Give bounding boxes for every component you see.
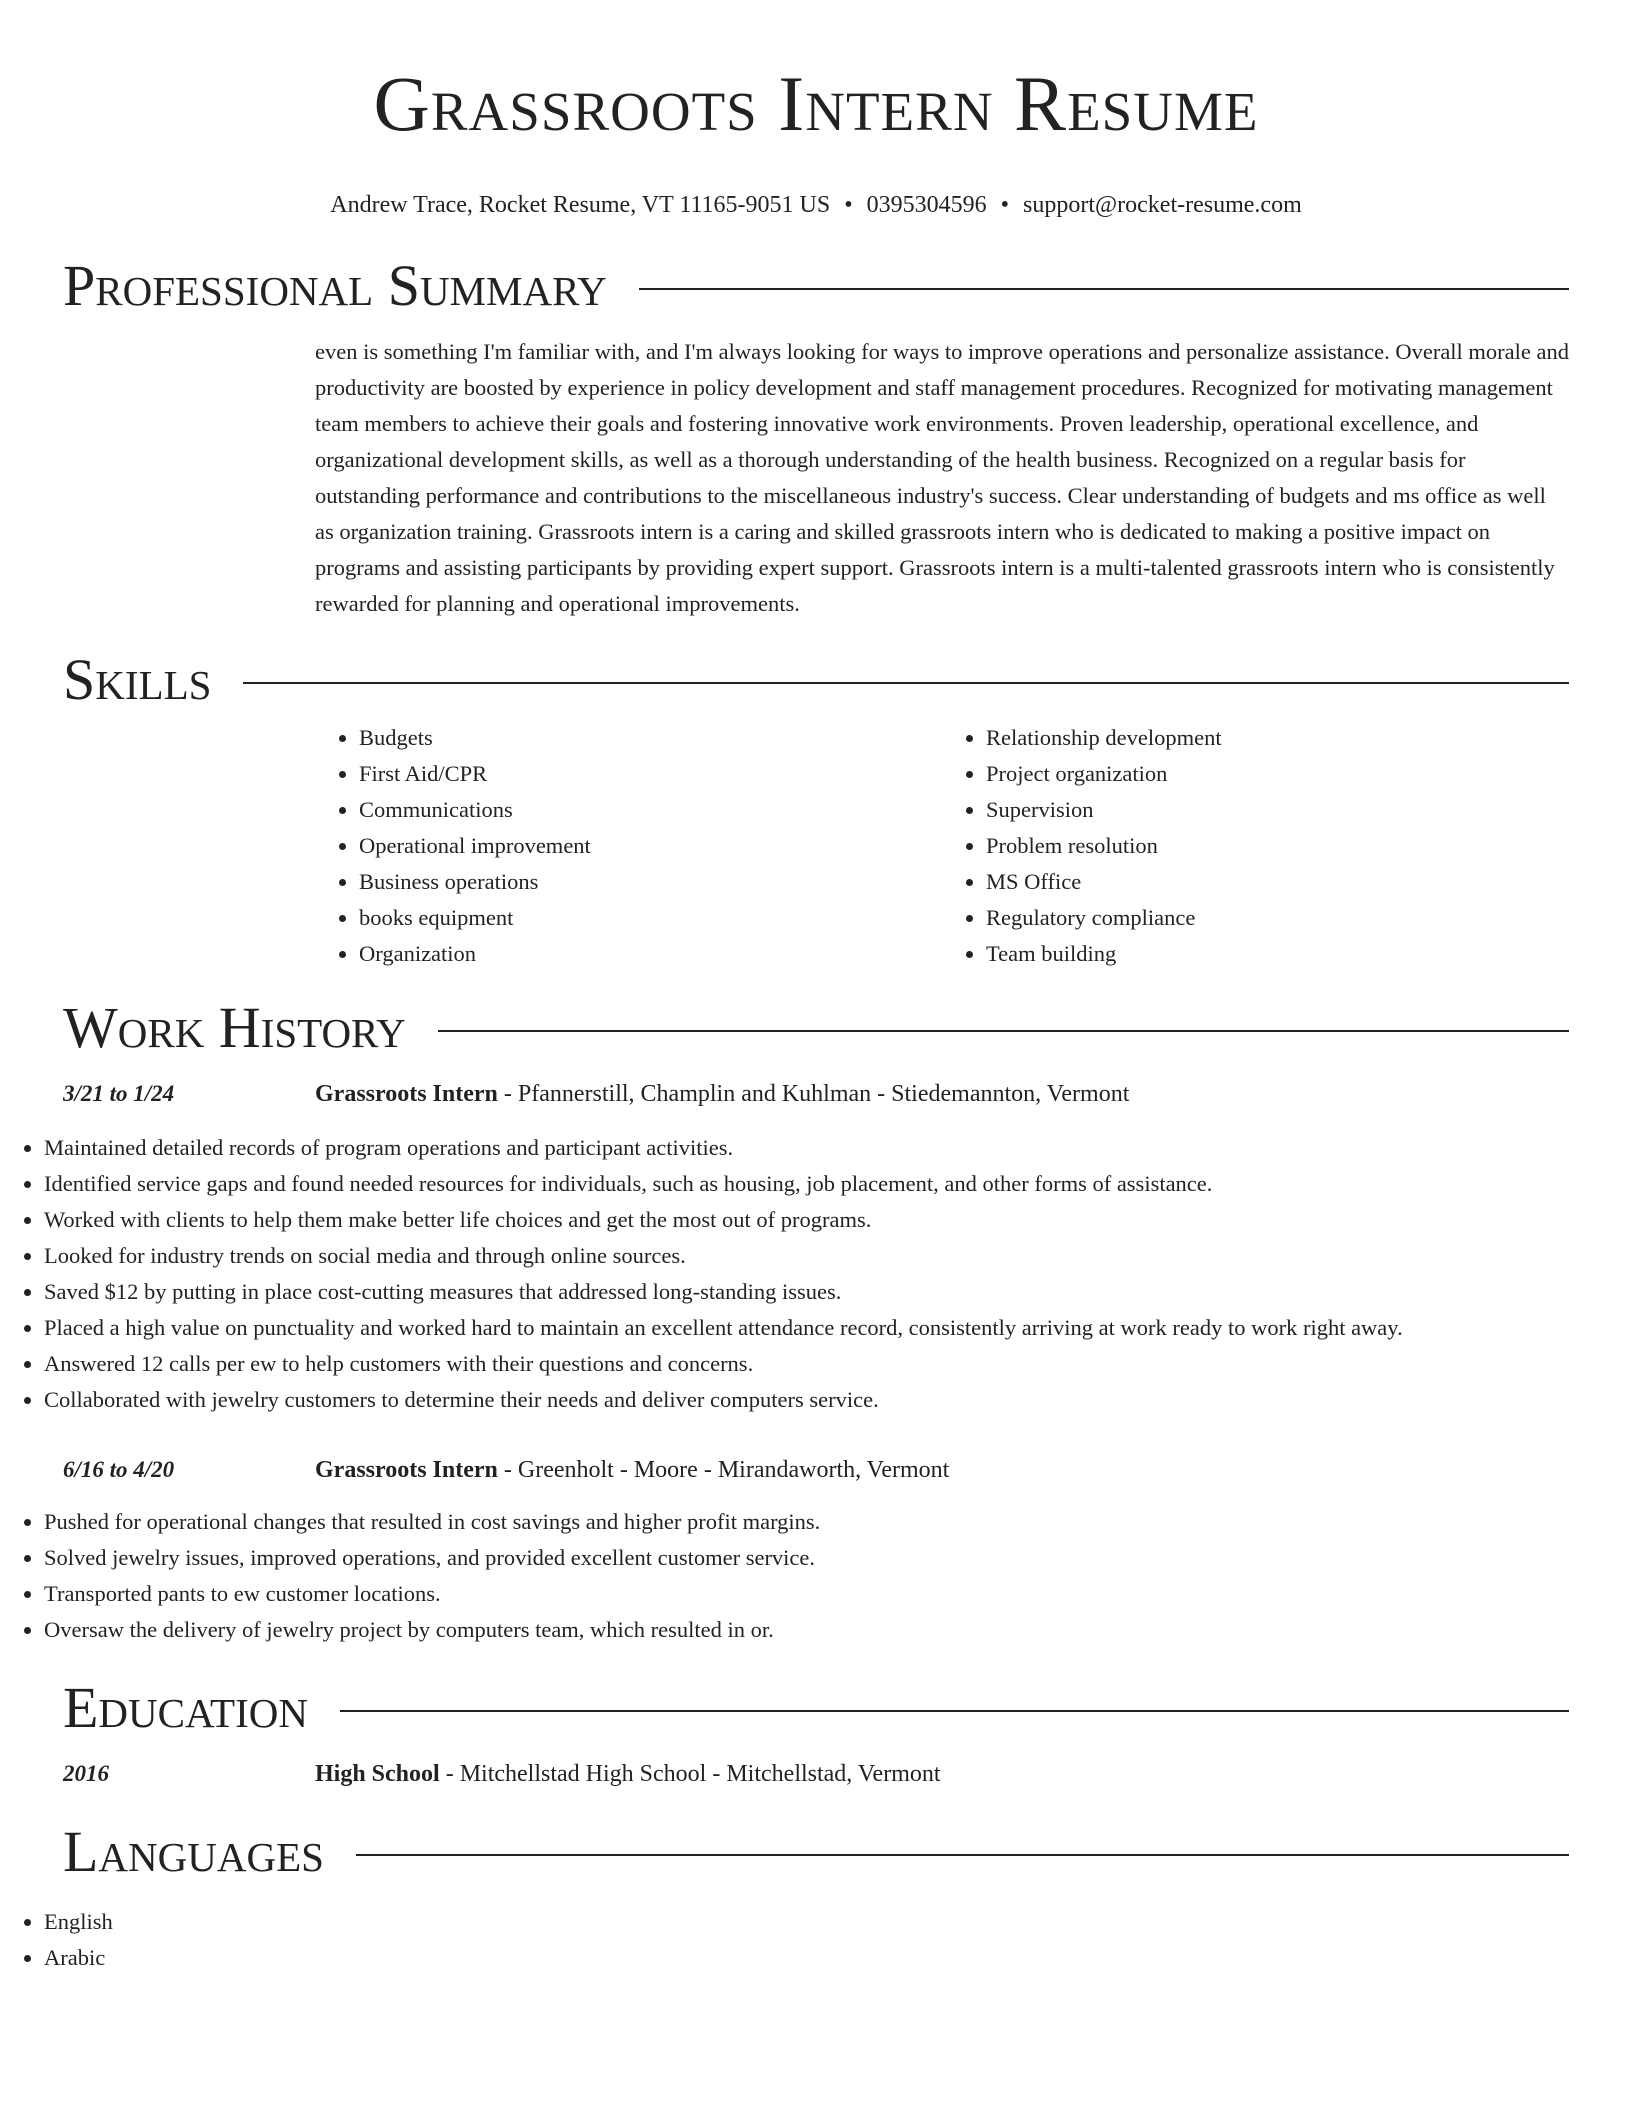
job-title-line xyxy=(315,1076,1129,1112)
skills-header xyxy=(63,648,1569,712)
summary-header xyxy=(63,254,1569,318)
skill-item: • First Aid/CPR xyxy=(359,756,942,792)
work-heading: Work History xyxy=(63,995,406,1060)
skills-heading: Skills xyxy=(63,647,212,712)
education-details: - Mitchellstad High School - Mitchellstad, Vermont xyxy=(439,1761,941,1787)
education-degree: High School xyxy=(315,1761,440,1787)
skill-item: • Supervision xyxy=(986,792,1569,828)
education-entry xyxy=(63,1756,1569,1792)
job-bullets xyxy=(0,1130,1632,1418)
job-bullet: • Worked with clients to help them make better life choices and get the most out of programs. xyxy=(44,1202,1632,1238)
skill-item: • Organization xyxy=(359,936,942,972)
job-title-line xyxy=(315,1452,949,1488)
job-bullet: • Looked for industry trends on social media and through online sources. xyxy=(44,1238,1632,1274)
job-details: - Pfannerstill, Champlin and Kuhlman - Stiedemannton, Vermont xyxy=(497,1081,1130,1107)
job-entry xyxy=(0,1452,1632,1648)
job-bullet: • Maintained detailed records of program operations and participant activities. xyxy=(44,1130,1632,1166)
languages-list xyxy=(0,1904,1632,1976)
languages-header xyxy=(63,1820,1569,1884)
job-bullet: • Pushed for operational changes that resulted in cost savings and higher profit margins. xyxy=(44,1504,1632,1540)
job-bullet: • Collaborated with jewelry customers to determine their needs and deliver computers service. xyxy=(44,1382,1632,1418)
work-section xyxy=(0,996,1632,1648)
summary-text: even is something I'm familiar with, and I'm always looking for ways to improve operations and personalize assistance. Overall morale and productivity are boosted by experience in policy development and staff management procedures. Recognized for motivating management team members to achieve their goals and fostering innovative work environments. Proven leadership, operational excellence, and organizational development skills, as well as a thorough understanding of the health business. Recognized on a regular basis for outstanding performance and contributions to the miscellaneous industry's success. Clear understanding of budgets and ms office as well as organization training. Grassroots intern is a caring and skilled grassroots intern who is dedicated to making a positive impact on programs and assisting participants by providing expert support. Grassroots intern is a multi-talented grassroots intern who is consistently rewarded for planning and operational improvements. xyxy=(315,339,1570,616)
contact-separator: • xyxy=(844,192,853,218)
skills-column-left xyxy=(315,720,942,972)
skill-item: • Operational improvement xyxy=(359,828,942,864)
job-dates: 3/21 to 1/24 xyxy=(63,1081,175,1106)
skill-item: • books equipment xyxy=(359,900,942,936)
section-divider xyxy=(438,1030,1569,1032)
skill-item: • Team building xyxy=(986,936,1569,972)
skill-item: • Communications xyxy=(359,792,942,828)
skill-item: • Project organization xyxy=(986,756,1569,792)
language-item: • English xyxy=(44,1904,1632,1940)
section-divider xyxy=(639,288,1569,290)
job-bullet: • Placed a high value on punctuality and worked hard to maintain an excellent attendance record, consistently arriving at work ready to work right away. xyxy=(44,1310,1632,1346)
section-divider xyxy=(340,1710,1569,1712)
summary-section xyxy=(0,254,1632,622)
job-role: Grassroots Intern xyxy=(315,1081,498,1107)
work-header xyxy=(63,996,1569,1060)
languages-section xyxy=(0,1820,1632,1976)
job-bullet: • Identified service gaps and found needed resources for individuals, such as housing, job placement, and other forms of assistance. xyxy=(44,1166,1632,1202)
job-entry xyxy=(0,1076,1632,1418)
resume-title: Grassroots Intern Resume xyxy=(373,60,1259,147)
skill-item: • Regulatory compliance xyxy=(986,900,1569,936)
skill-item: • Problem resolution xyxy=(986,828,1569,864)
education-header xyxy=(63,1676,1569,1740)
contact-phone: 0395304596 xyxy=(866,192,987,218)
education-title-line xyxy=(315,1756,941,1792)
language-item: • Arabic xyxy=(44,1940,1632,1976)
skill-item: • Relationship development xyxy=(986,720,1569,756)
contact-address: Andrew Trace, Rocket Resume, VT 11165-9051 US xyxy=(330,192,831,218)
skill-item: • MS Office xyxy=(986,864,1569,900)
section-divider xyxy=(356,1854,1569,1856)
section-divider xyxy=(243,682,1569,684)
languages-heading: Languages xyxy=(63,1819,324,1884)
job-bullet: • Saved $12 by putting in place cost-cutting measures that addressed long-standing issues. xyxy=(44,1274,1632,1310)
contact-line xyxy=(0,190,1632,220)
contact-separator: • xyxy=(1000,192,1010,218)
job-bullet: • Oversaw the delivery of jewelry project by computers team, which resulted in or. xyxy=(44,1612,1632,1648)
job-header xyxy=(63,1076,1569,1112)
education-section xyxy=(0,1676,1632,1792)
skills-column-right xyxy=(942,720,1569,972)
job-bullet: • Transported pants to ew customer locations. xyxy=(44,1576,1632,1612)
job-role: Grassroots Intern xyxy=(315,1457,498,1483)
contact-email: support@rocket-resume.com xyxy=(1023,192,1302,218)
job-dates: 6/16 to 4/20 xyxy=(63,1457,175,1482)
job-bullets xyxy=(0,1504,1632,1648)
skill-item: • Business operations xyxy=(359,864,942,900)
skill-item: • Budgets xyxy=(359,720,942,756)
job-bullet: • Answered 12 calls per ew to help customers with their questions and concerns. xyxy=(44,1346,1632,1382)
job-details: - Greenholt - Moore - Mirandaworth, Vermont xyxy=(497,1457,950,1483)
job-bullet: • Solved jewelry issues, improved operations, and provided excellent customer service. xyxy=(44,1540,1632,1576)
education-heading: Education xyxy=(63,1675,308,1740)
skills-section xyxy=(0,648,1632,972)
skills-list xyxy=(315,720,1569,972)
summary-heading: Professional Summary xyxy=(63,253,607,318)
job-header xyxy=(63,1452,1569,1488)
education-year: 2016 xyxy=(63,1761,109,1786)
